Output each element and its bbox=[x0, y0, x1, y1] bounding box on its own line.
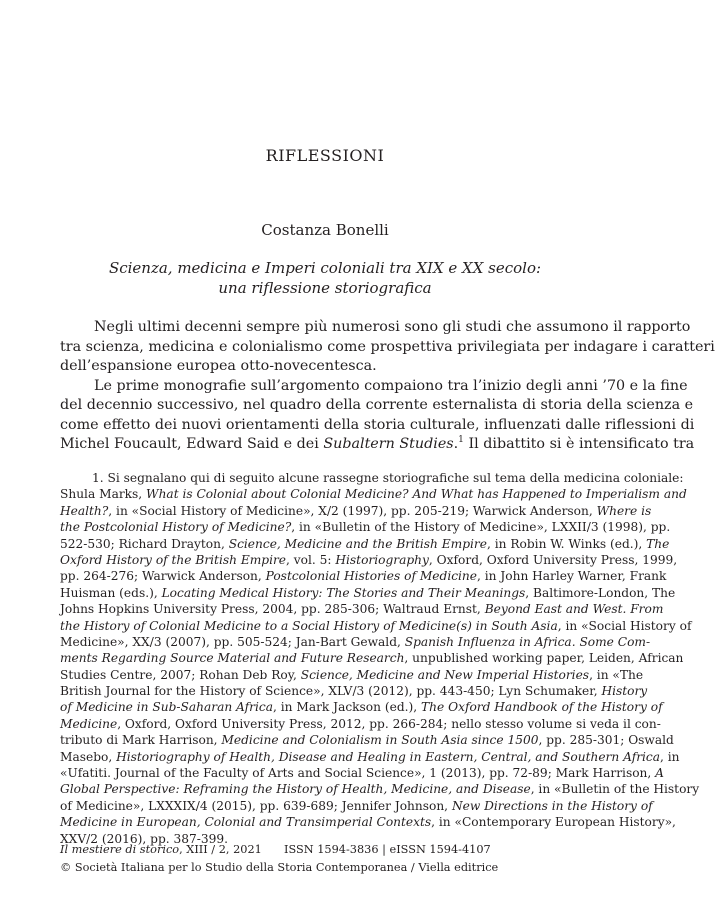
footnote-run: , in «Bulletin of the History of Medicine», LXXII/3 (1998), pp. bbox=[291, 520, 671, 535]
footnote-italic: Science, Medicine and New Imperial Histories bbox=[300, 667, 590, 682]
footnote-run: , in bbox=[660, 749, 680, 764]
copyright-line: © Società Italiana per lo Studio della Storia Contemporanea / Viella editrice bbox=[60, 861, 499, 874]
footnote-line bbox=[60, 749, 680, 765]
footnote-run: , in Robin W. Winks (ed.), bbox=[486, 536, 647, 551]
footnote-run: of Medicine», LXXXIX/4 (2015), pp. 639-689; Jennifer Johnson, bbox=[60, 798, 452, 813]
footnote-run: Shula Marks, bbox=[60, 487, 147, 502]
footnote-run: , in «Contemporary European History», bbox=[431, 815, 676, 830]
footnote-line bbox=[60, 634, 651, 650]
footnote-line bbox=[60, 716, 661, 732]
footnote-line bbox=[60, 568, 667, 584]
footnote-line bbox=[60, 519, 671, 535]
footnote-number: 1. bbox=[92, 471, 104, 485]
footnote-line bbox=[60, 585, 676, 601]
issn: ISSN 1594-3836 | eISSN 1594-4107 bbox=[284, 843, 491, 856]
footnote-italic: the Postcolonial History of Medicine? bbox=[60, 520, 292, 535]
body-line bbox=[60, 435, 695, 455]
body-italic-run: Subaltern Studies bbox=[323, 436, 454, 452]
footnote-italic: Beyond East and West. From bbox=[484, 602, 664, 617]
footnote-run: , in «Social History of bbox=[557, 618, 692, 633]
footnote-line bbox=[60, 552, 678, 568]
footnote-italic: of Medicine in Sub-Saharan Africa bbox=[60, 700, 273, 715]
footnote-italic: Oxford History of the British Empire bbox=[60, 552, 287, 567]
footnote bbox=[60, 470, 700, 847]
footnote-italic: Where is bbox=[596, 503, 652, 518]
footnote-italic: What is Colonial about Colonial Medicine? And What has Happened to Imperialism and bbox=[146, 487, 687, 502]
body-line: dell’espansione europea otto-novecentesca. bbox=[60, 358, 377, 374]
footnote-run: , Baltimore-London, The bbox=[525, 585, 676, 600]
footnote-italic: ments Regarding Source Material and Future Research bbox=[60, 651, 405, 666]
body-line: Le prime monografie sull’argomento compaiono tra l’inizio degli anni ’70 e la fine bbox=[94, 377, 688, 394]
footnote-line bbox=[60, 814, 676, 830]
section-heading: RIFLESSIONI bbox=[265, 146, 385, 165]
footnote-line bbox=[60, 486, 687, 502]
footnote-line bbox=[60, 536, 670, 552]
footnote-line bbox=[60, 765, 664, 781]
article-title-line-1: Scienza, medicina e Imperi coloniali tra XIX e XX secolo: bbox=[108, 259, 542, 277]
footnote-italic: Science, Medicine and the British Empire bbox=[228, 536, 487, 551]
footnote-run: Masebo, bbox=[60, 749, 117, 764]
footnote-run: Huisman (eds.), bbox=[60, 585, 162, 600]
body-text-run: . bbox=[453, 436, 459, 452]
footnote-run: Medicine», XX/3 (2007), pp. 505-524; Jan-Bart Gewald, bbox=[60, 634, 405, 649]
article-title bbox=[60, 258, 590, 298]
footnote-line bbox=[60, 699, 663, 715]
footnote-run: , unpublished working paper, Leiden, African bbox=[404, 651, 684, 666]
footnote-italic: Postcolonial Histories of Medicine bbox=[265, 569, 477, 584]
footnote-italic: New Directions in the History of bbox=[451, 798, 653, 813]
footnote-line bbox=[60, 781, 700, 797]
footnote-italic: The bbox=[646, 536, 670, 551]
footnote-run: Si segnalano qui di seguito alcune rassegne storiografiche sul tema della medicina coloniale: bbox=[107, 471, 684, 485]
footnote-italic: Medicine and Colonialism in South Asia since 1500 bbox=[221, 733, 539, 748]
footnote-line bbox=[60, 470, 684, 486]
footnote-line: XXV/2 (2016), pp. 387-399. bbox=[60, 831, 229, 846]
footnote-italic: Spanish Influenza in Africa. Some Com- bbox=[404, 634, 651, 649]
footnote-italic: Global Perspective: Reframing the History of Health, Medicine, and Disease bbox=[60, 782, 531, 797]
footnote-run: Studies Centre, 2007; Rohan Deb Roy, bbox=[60, 667, 301, 682]
footnote-line bbox=[60, 732, 674, 748]
journal-name: Il mestiere di storico bbox=[60, 843, 180, 856]
footnote-italic: History bbox=[601, 684, 648, 699]
footnote-run: , pp. 285-301; Oswald bbox=[538, 733, 674, 748]
footnote-run: , in «Social History of Medicine», X/2 (1997), pp. 205-219; Warwick Anderson, bbox=[108, 503, 597, 518]
body-line: del decennio successivo, nel quadro della corrente esternalista di storia della scienza e bbox=[60, 397, 694, 413]
author-name: Costanza Bonelli bbox=[261, 221, 389, 239]
footnote-italic: Health? bbox=[60, 503, 109, 518]
body-text-run: Il dibattito si è intensificato tra bbox=[463, 436, 695, 452]
body-line: come effetto dei nuovi orientamenti della storia culturale, influenzati dalle riflessioni di bbox=[60, 416, 695, 433]
body-text bbox=[60, 318, 715, 455]
footnote-run: tributo di Mark Harrison, bbox=[60, 733, 222, 748]
footnote-line bbox=[60, 798, 653, 814]
footnote-italic: Historiography bbox=[335, 552, 429, 567]
footnote-run: British Journal for the History of Science», XLV/3 (2012), pp. 443-450; Lyn Schumaker, bbox=[60, 684, 602, 699]
footnote-run: , vol. 5: bbox=[286, 552, 336, 567]
body-text-run: Michel Foucault, Edward Said e dei bbox=[60, 436, 324, 452]
footnote-italic: the History of Colonial Medicine to a Social History of Medicine(s) in South Asia bbox=[60, 618, 558, 633]
footnote-line bbox=[60, 683, 648, 699]
journal-issue: , XIII / 2, 2021 bbox=[179, 843, 262, 856]
footnote-run: pp. 264-276; Warwick Anderson, bbox=[60, 569, 266, 584]
footnote-italic: Historiography of Health, Disease and Healing in Eastern, Central, and Southern Africa bbox=[116, 749, 661, 764]
footnote-italic: A bbox=[655, 766, 664, 781]
footnote-italic: Locating Medical History: The Stories and Their Meanings bbox=[161, 585, 526, 600]
footnote-reference: 1 bbox=[458, 435, 464, 446]
footnote-run: Johns Hopkins University Press, 2004, pp. 285-306; Waltraud Ernst, bbox=[60, 602, 485, 617]
footnote-run: 522-530; Richard Drayton, bbox=[60, 536, 229, 551]
footnote-italic: Medicine bbox=[60, 716, 118, 731]
footnote-run: «Ufatiti. Journal of the Faculty of Arts and Social Science», 1 (2013), pp. 72-89; Mark Harrison, bbox=[60, 766, 656, 781]
footnote-run: , in «The bbox=[589, 667, 644, 682]
footnote-italic: Medicine in European, Colonial and Transimperial Contexts bbox=[60, 815, 432, 830]
footnote-line bbox=[60, 650, 684, 666]
article-title-line-2: una riflessione storiografica bbox=[218, 279, 432, 297]
footnote-run: , Oxford, Oxford University Press, 2012, pp. 266-284; nello stesso volume si veda il con- bbox=[117, 716, 661, 731]
footnote-line bbox=[60, 503, 652, 519]
body-line: Negli ultimi decenni sempre più numerosi sono gli studi che assumono il rapporto bbox=[94, 319, 691, 335]
journal-footer bbox=[60, 843, 590, 856]
body-line: tra scienza, medicina e colonialismo come prospettiva privilegiata per indagare i caratteri bbox=[60, 338, 715, 355]
footnote-run: , in Mark Jackson (ed.), bbox=[272, 700, 422, 715]
footnote-line bbox=[60, 667, 644, 683]
footnote-line bbox=[60, 601, 664, 617]
footnote-run: , Oxford, Oxford University Press, 1999, bbox=[428, 552, 678, 567]
footnote-run: , in «Bulletin of the History bbox=[530, 782, 700, 797]
footnote-italic: The Oxford Handbook of the History of bbox=[421, 700, 663, 715]
footnote-run: , in John Harley Warner, Frank bbox=[477, 569, 667, 584]
footnote-line bbox=[60, 618, 692, 634]
